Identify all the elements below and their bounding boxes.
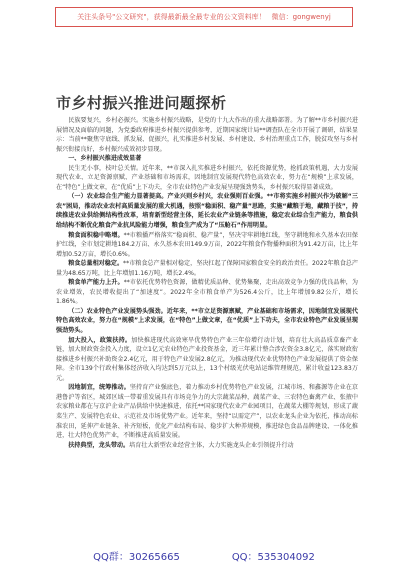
footer-qq-group: QQ群：30265665 (93, 551, 180, 563)
paragraph-text: 培育壮大新型农业经营主体，大力实施龙头企业引领提升行动 (129, 441, 294, 449)
paragraph-lead: 粮食单产能力上升。 (68, 279, 124, 287)
paragraph-text: 民生无小事，枝叶总关情。近年来，**市深入扎实推进乡村振兴，依托资源优势，抢抓政策机遇，大力发展现代农业、立足资源禀赋、产业基础和市场需求，因地制宜发展现代特色高效农业，努力在“规模”上求发展，在“特色”上做文章，在“优质”上下功夫，全市农业特色产业发展呈现强劲势头，乡村振兴取得显著成效。 (56, 164, 358, 191)
footer-qq: QQ：535304092 (231, 551, 315, 563)
paragraph-text: 民族要复兴，乡村必振兴。实施乡村振兴战略，是党的十九大作出的重大战略部署。为了解**市乡村振兴进展情况及面临的问题，为党委政府推进乡村振兴提供参考，近期国家统计局**调查队在全市开展了调研，结果显示：当前**聚焦守底线、抓发展、促振兴，扎实推进乡村发展、乡村建设、乡村治理重点工作，脱贫攻坚与乡村振兴衔接良好，乡村振兴成效初步显现。 (56, 117, 358, 153)
paragraph-text: （一）农业综合生产能力显著提高。产业兴则乡村兴，农业强则百业强。**市将实施乡村振兴作为破解“三农”困局，推动农业农村高质量发展的重大机遇，按照“稳面积、稳产量”思路，实施“藏粮于地，藏粮于技”，持续推进农业供给侧结构性改革，培育新型经营主体，延长农业产业链条等措施，稳定农业综合生产能力，粮食供给结构不断优化粮食产业抗风险能力增强，粮食生产成为了“压舱石”作用明显。 (56, 193, 358, 230)
paragraph-lead: 扶持典型，龙头带动。 (68, 441, 130, 449)
subsection-paragraph (56, 192, 358, 230)
body-paragraph (56, 164, 358, 193)
body-paragraph (56, 383, 358, 440)
body-paragraph (56, 231, 358, 260)
paragraph-text: 一、乡村振兴推进成效显著 (68, 155, 142, 163)
promo-banner-text: 关注头条号"公文研究"，获得最新最全最专业的公文资料库！ (77, 13, 266, 21)
document-title: 市乡村振兴推进问题探析 (56, 94, 227, 112)
paragraph-lead: 粮食总量相对稳定。 (68, 260, 124, 268)
promo-banner (55, 7, 353, 27)
section-heading (56, 154, 358, 164)
paragraph-lead: 粮食面积稳中略增。 (68, 231, 124, 239)
paragraph-text: 坚持育产业强底色，着力推动乡村优势特色产业发展，江城市场、和鑫源等企业在京港鲁沪等省区，城郊区域一带着重发展具有市场竞争力的大宗蔬菜品种，蔬菜产业、三农特色畜禽产业、张掖中农家粮业都在与京沪企业产品供给中快速推进，依托**国家现代农业产业园项目，在蔬菜大棚等规划，形成了蔬菜生产、发展特色农业、示范社及市场优势产业。近年来，坚持“以需定产”，以农业龙头企业为依托，推动高标准农田，延伸产业链条、补齐短板，优化产业结构布局、稳步扩大种养规模，推进绿色食品品牌建设、一体化推进，壮大特色优势产业，不断推进高质量发展。 (56, 384, 359, 440)
paragraph-text: **市粮食总产量相对稳定，坚决扛起了保障国家粮食安全的政治责任。2022年粮食总产量为48.65万吨，比上年增加1.16万吨，增长2.4%。 (56, 260, 358, 277)
body-paragraph (56, 278, 358, 307)
promo-banner-wechat: 微信：gongwenyj (271, 13, 331, 21)
footer-contacts (0, 545, 408, 565)
document-body (56, 116, 358, 450)
paragraph-lead: 加大投入，政策扶持。 (68, 336, 132, 344)
body-paragraph (56, 336, 358, 384)
paragraph-lead: 因地制宜，统筹推动。 (68, 384, 130, 392)
body-paragraph (56, 441, 358, 451)
body-paragraph (56, 116, 358, 154)
paragraph-text: **市依托优势特色资源，做精优质品种、优势集聚，走出高效竞争力强的优良品种，为农业增效，农民增收提出了“加速度”。2022年全市粮食单产为526.4公斤，比上年增加9.82公斤，增长1.86%。 (56, 279, 359, 306)
subsection-paragraph (56, 307, 358, 336)
paragraph-text: **市粮播严格落实“稳面积、稳产量”，坚决守牢耕地红线，坚守耕地和永久基本农田保护红线，全市划定耕地184.2万亩、永久基本农田149.9万亩，2022年粮食作物播种面积为91.42万亩，比上年增加0.52万亩，增长0.6%。 (56, 231, 358, 258)
paragraph-text: （二）农业特色产业发展势头强劲。近年来，**市立足资源禀赋，产业基础和市场需求，因地制宜发展现代特色高效农业，努力在“规模”上求发展，在“特色”上做文章，在“优质”上下功夫，全市农业特色产业发展呈现强劲势头。 (56, 307, 358, 335)
body-paragraph (56, 259, 358, 278)
paragraph-text: 加快推进现代高效寒旱优势特色产业三年倍增行动计划，培育壮大高品质草畜产业链，加大财政资金投入力度，设立1亿元农业特色产业投资基金，近三年累计整合涉农资金3.8亿元，落实财政衔接推进乡村振兴补助资金2.4亿元，用于特色产业发展2.8亿元，为推动现代农业优势特色产业发展提供了资金保障。全市139个行政村集体经济收入均达到5万元以上，13个村级光伏电站运维管理规范，累计收益123.83万元。 (56, 336, 359, 382)
